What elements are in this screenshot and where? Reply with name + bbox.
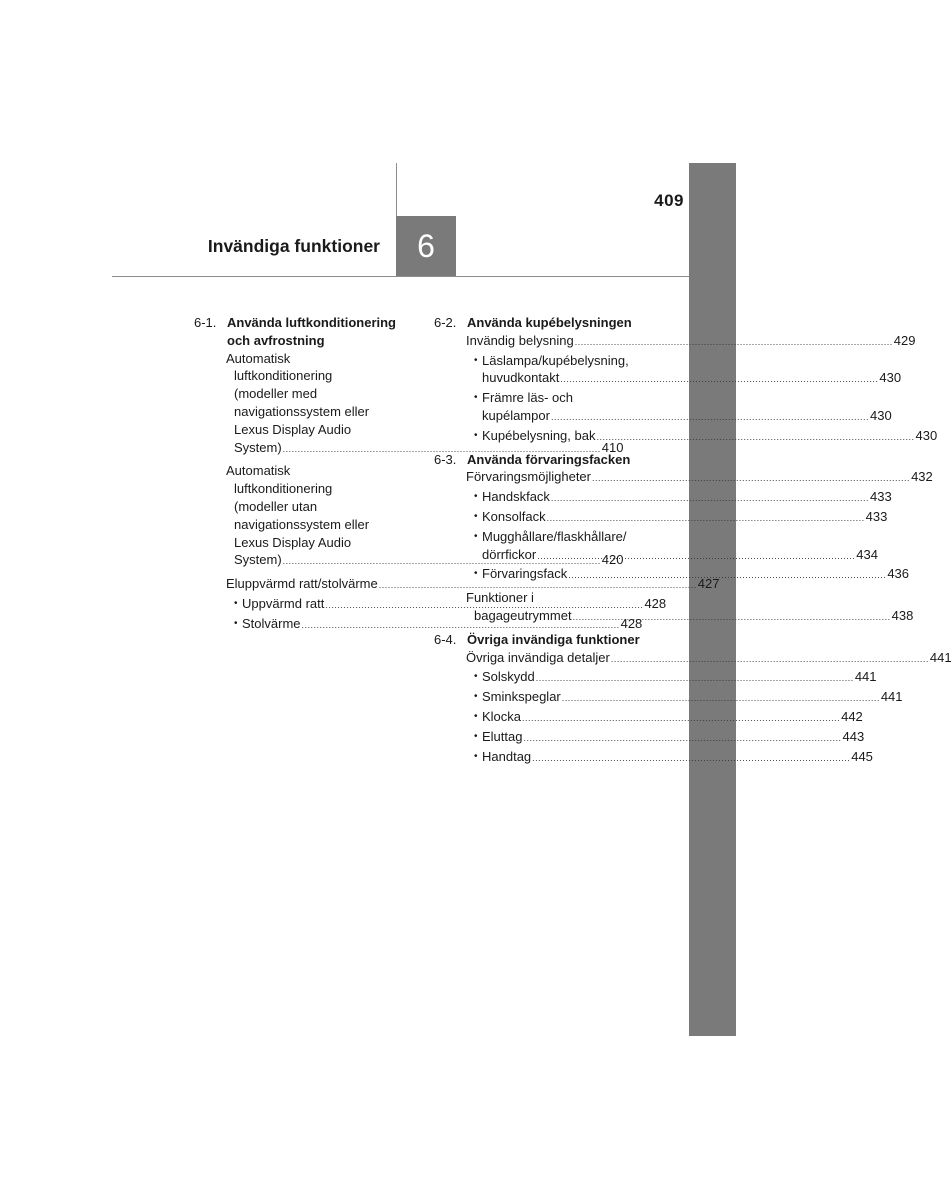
entry-leader-line — [482, 488, 892, 508]
entry-text: Konsolfack — [482, 508, 546, 524]
entry-text: Lexus Display Audio — [234, 421, 352, 437]
toc-entry[interactable] — [434, 332, 916, 352]
page-reference: 420 — [601, 552, 624, 568]
section-heading[interactable] — [434, 631, 654, 649]
header-vertical-rule — [396, 163, 397, 217]
entry-text: Solskydd — [482, 669, 535, 685]
entry-text: Handskfack — [482, 489, 550, 505]
section-title: Använda förvaringsfacken — [467, 451, 631, 467]
entry-leader-line — [482, 708, 863, 728]
bullet-icon: • — [474, 750, 478, 762]
entry-text: Kupébelysning, bak — [482, 427, 596, 443]
page-reference: 429 — [893, 332, 916, 348]
dot-leader — [573, 612, 891, 622]
toc-sub-entry[interactable] — [434, 748, 873, 768]
entry-text: dörrfickor — [482, 546, 537, 562]
page-reference: 427 — [697, 576, 720, 592]
entry-text: (modeller med — [234, 386, 318, 402]
bullet-icon: • — [474, 530, 478, 542]
entry-leader-line — [482, 728, 865, 748]
entry-text: Förvaringsmöjligheter — [466, 469, 591, 485]
bullet-icon: • — [474, 491, 478, 503]
dot-leader — [592, 470, 910, 488]
entry-leader-line — [466, 332, 916, 352]
section-heading[interactable] — [194, 314, 412, 350]
entry-text: Stolvärme — [242, 615, 301, 631]
toc-sub-entry[interactable] — [434, 427, 938, 447]
entry-leader-line — [482, 546, 878, 566]
dot-leader — [532, 750, 850, 768]
entry-text: Mugghållare/flaskhållare/ — [482, 528, 627, 544]
entry-leader-line — [226, 575, 720, 595]
entry-text: Uppvärmd ratt — [242, 595, 325, 611]
entry-text: Klocka — [482, 708, 522, 724]
page-reference: 441 — [929, 649, 952, 665]
bullet-icon: • — [474, 568, 478, 580]
section-title: Övriga invändiga funktioner — [467, 631, 640, 647]
page-reference: 441 — [854, 669, 877, 685]
section-title: Använda luftkonditionering och avfrostning — [227, 315, 396, 348]
chapter-side-tab — [689, 163, 736, 1036]
entry-leader-line — [482, 427, 938, 447]
page-reference: 433 — [869, 489, 892, 505]
entry-text: Automatisk — [226, 463, 291, 479]
bullet-icon: • — [474, 691, 478, 703]
entry-leader-line — [466, 468, 933, 488]
dot-leader — [536, 670, 854, 688]
toc-sub-entry[interactable] — [434, 488, 892, 508]
toc-sub-entry[interactable] — [434, 352, 902, 390]
toc-entry[interactable] — [434, 468, 933, 488]
dot-leader — [596, 429, 914, 447]
chapter-title: Invändiga funktioner — [207, 236, 380, 256]
page-reference: 434 — [856, 546, 878, 562]
entry-text: Invändig belysning — [466, 332, 574, 348]
page-reference: 438 — [891, 607, 914, 623]
dot-leader — [523, 730, 841, 748]
page-reference: 430 — [915, 427, 938, 443]
toc-sub-entry[interactable] — [434, 389, 892, 427]
page-reference: 430 — [870, 407, 892, 423]
chapter-number-box: 6 — [396, 216, 456, 276]
bullet-icon: • — [474, 671, 478, 683]
section-number: 6-1. — [194, 315, 217, 330]
entry-leader-line — [482, 407, 892, 427]
header-horizontal-rule — [112, 276, 689, 277]
toc-sub-entry[interactable] — [434, 688, 903, 708]
entry-leader-line — [482, 508, 888, 528]
entry-text: luftkonditionering — [234, 368, 333, 384]
toc-sub-entry[interactable] — [434, 528, 878, 566]
entry-text: System) — [234, 552, 282, 568]
entry-text: (modeller utan — [234, 498, 318, 514]
entry-text: Övriga invändiga detaljer — [466, 649, 610, 665]
dot-leader — [560, 371, 878, 389]
entry-text: luftkonditionering — [234, 481, 333, 497]
toc-sub-entry[interactable] — [434, 708, 863, 728]
entry-text: navigationssystem eller — [234, 516, 370, 532]
page-reference: 428 — [644, 595, 667, 611]
entry-text: Läslampa/kupébelysning, — [482, 352, 629, 368]
section-number: 6-3. — [434, 451, 457, 467]
toc-sub-entry[interactable] — [434, 508, 888, 528]
entry-leader-line — [482, 369, 902, 389]
page-reference: 441 — [880, 689, 903, 705]
dot-leader — [562, 690, 880, 708]
bullet-icon: • — [474, 392, 478, 404]
toc-entry[interactable] — [194, 575, 720, 595]
bullet-icon: • — [234, 597, 238, 609]
dot-leader — [551, 409, 869, 427]
page-reference: 410 — [601, 439, 624, 455]
dot-leader — [537, 548, 855, 566]
entry-text: Förvaringsfack — [482, 566, 568, 582]
page-reference: 430 — [879, 370, 902, 386]
entry-text: bagageutrymmet — [474, 607, 572, 623]
bullet-icon: • — [474, 510, 478, 522]
entry-text: huvudkontakt — [482, 370, 560, 386]
toc-sub-entry[interactable] — [434, 668, 877, 688]
bullet-icon: • — [234, 617, 238, 629]
page-reference: 443 — [842, 728, 865, 744]
page-reference: 442 — [841, 708, 863, 724]
entry-text: System) — [234, 439, 282, 455]
entry-leader-line — [482, 668, 877, 688]
page-reference: 436 — [887, 566, 910, 582]
entry-text: Sminkspeglar — [482, 689, 561, 705]
toc-entry[interactable] — [434, 649, 952, 669]
dot-leader — [551, 490, 869, 508]
bullet-icon: • — [474, 354, 478, 366]
entry-text: Eluppvärmd ratt/stolvärme — [226, 576, 378, 592]
page-reference: 433 — [865, 508, 888, 524]
page-number: 409 — [654, 191, 684, 210]
bullet-icon: • — [474, 710, 478, 722]
entry-text: Funktioner i — [466, 590, 534, 606]
entry-text: Eluttag — [482, 728, 523, 744]
entry-leader-line — [482, 748, 873, 768]
dot-leader — [568, 567, 886, 585]
dot-leader — [547, 510, 865, 528]
entry-leader-line — [466, 607, 914, 627]
page-reference: 428 — [620, 615, 643, 631]
entry-text: Lexus Display Audio — [234, 534, 352, 550]
dot-leader — [522, 710, 840, 728]
entry-leader-line — [466, 649, 952, 669]
entry-text: Automatisk — [226, 350, 291, 366]
entry-text: navigationssystem eller — [234, 403, 370, 419]
entry-text: Handtag — [482, 748, 532, 764]
dot-leader — [611, 651, 929, 669]
dot-leader — [575, 334, 893, 352]
section-heading[interactable] — [434, 314, 654, 332]
section-number: 6-2. — [434, 315, 457, 330]
entry-text: Främre läs- och — [482, 390, 574, 406]
bullet-icon: • — [474, 730, 478, 742]
entry-text: kupélampor — [482, 407, 550, 423]
toc-sub-entry[interactable] — [434, 728, 865, 748]
bullet-icon: • — [474, 429, 478, 441]
page-reference: 445 — [851, 748, 873, 764]
page-reference: 432 — [911, 469, 933, 485]
section-title: Använda kupébelysningen — [467, 315, 632, 330]
section-heading[interactable] — [434, 451, 654, 469]
entry-leader-line — [482, 688, 903, 708]
section-number: 6-4. — [434, 631, 457, 647]
